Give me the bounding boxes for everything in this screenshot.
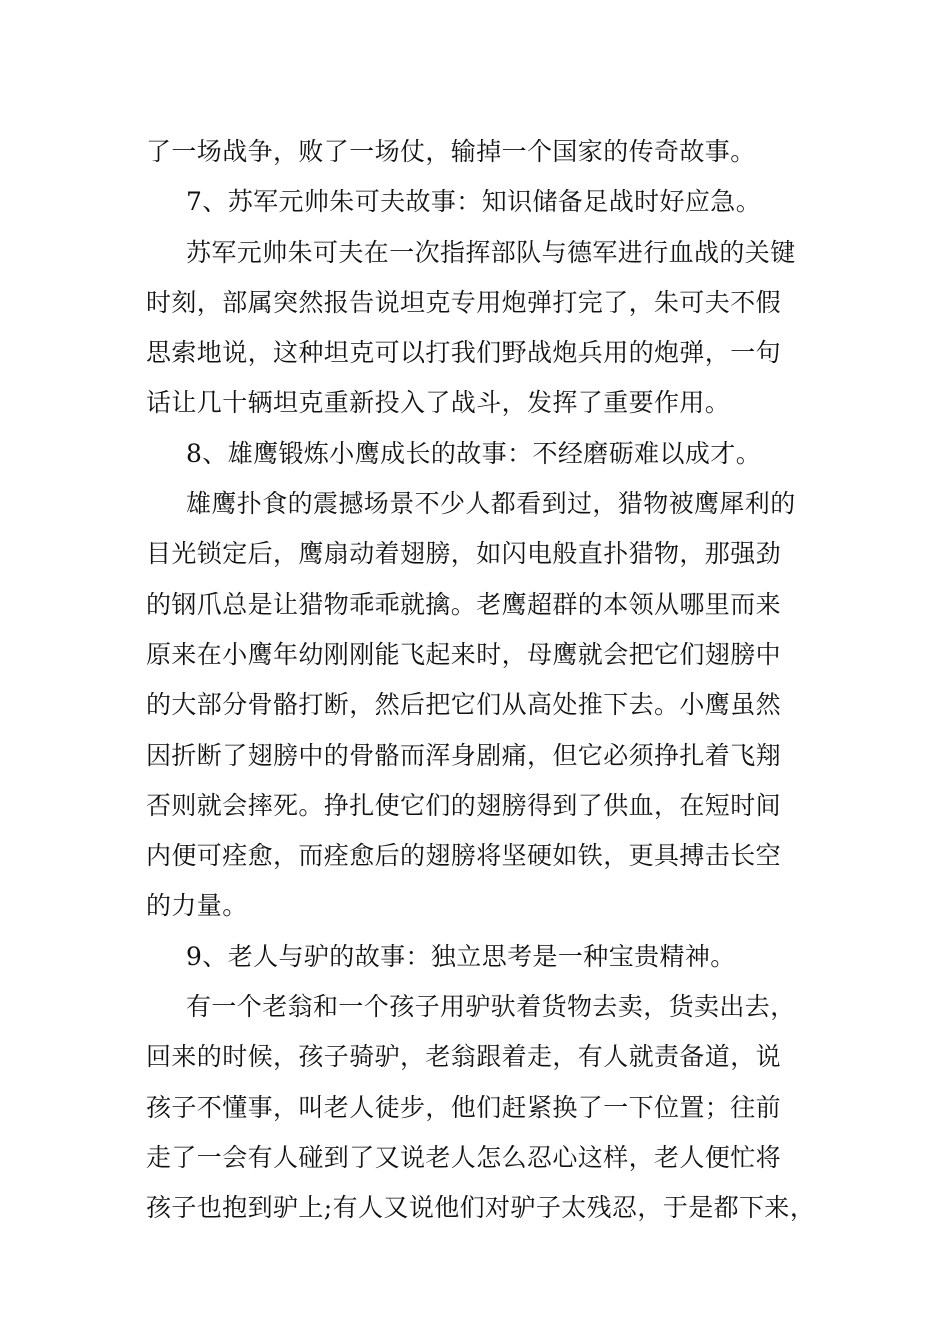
- text-line: 话让几十辆坦克重新投入了战斗，发挥了重要作用。: [146, 388, 731, 418]
- body-text: [146, 127, 826, 1234]
- text-line: 思索地说，这种坦克可以打我们野战炮兵用的炮弹，一句: [146, 338, 782, 368]
- text-line: 的力量。: [146, 891, 248, 921]
- text-line: 有一个老翁和一个孩子用驴驮着货物去卖，货卖出去，: [186, 992, 796, 1022]
- text-line: 雄鹰扑食的震撼场景不少人都看到过，猎物被鹰犀利的: [186, 489, 796, 519]
- text-line: 孩子也抱到驴上;有人又说他们对驴子太残忍，于是都下来，: [146, 1193, 816, 1223]
- heading-old-man-donkey: 9、老人与驴的故事：独立思考是一种宝贵精神。: [186, 941, 736, 971]
- heading-zhukov: 7、苏军元帅朱可夫故事：知识储备足战时好应急。: [186, 187, 762, 217]
- text-line: 因折断了翅膀中的骨骼而浑身剧痛，但它必须挣扎着飞翔: [146, 740, 782, 770]
- text-line: 苏军元帅朱可夫在一次指挥部队与德军进行血战的关键: [186, 237, 796, 267]
- text-line: 原来在小鹰年幼刚刚能飞起来时，母鹰就会把它们翅膀中: [146, 639, 782, 669]
- text-line: 目光锁定后，鹰扇动着翅膀，如闪电般直扑猎物，那强劲: [146, 539, 782, 569]
- text-line: 孩子不懂事，叫老人徒步，他们赶紧换了一下位置；往前: [146, 1092, 782, 1122]
- text-line: 时刻，部属突然报告说坦克专用炮弹打完了，朱可夫不假: [146, 287, 782, 317]
- text-line: 否则就会摔死。挣扎使它们的翅膀得到了供血，在短时间: [146, 790, 782, 820]
- text-line: 的钢爪总是让猎物乖乖就擒。老鹰超群的本领从哪里而来: [146, 589, 782, 619]
- heading-eagle: 8、雄鹰锻炼小鹰成长的故事：不经磨砺难以成才。: [186, 438, 762, 468]
- text-line: 回来的时候，孩子骑驴，老翁跟着走，有人就责备道，说: [146, 1042, 782, 1072]
- text-line: 了一场战争，败了一场仗，输掉一个国家的传奇故事。: [146, 137, 756, 166]
- text-line: 的大部分骨骼打断，然后把它们从高处推下去。小鹰虽然: [146, 690, 782, 720]
- text-line: 走了一会有人碰到了又说老人怎么忍心这样，老人便忙将: [146, 1142, 782, 1172]
- text-line: 内便可痊愈，而痊愈后的翅膀将坚硬如铁，更具搏击长空: [146, 841, 782, 871]
